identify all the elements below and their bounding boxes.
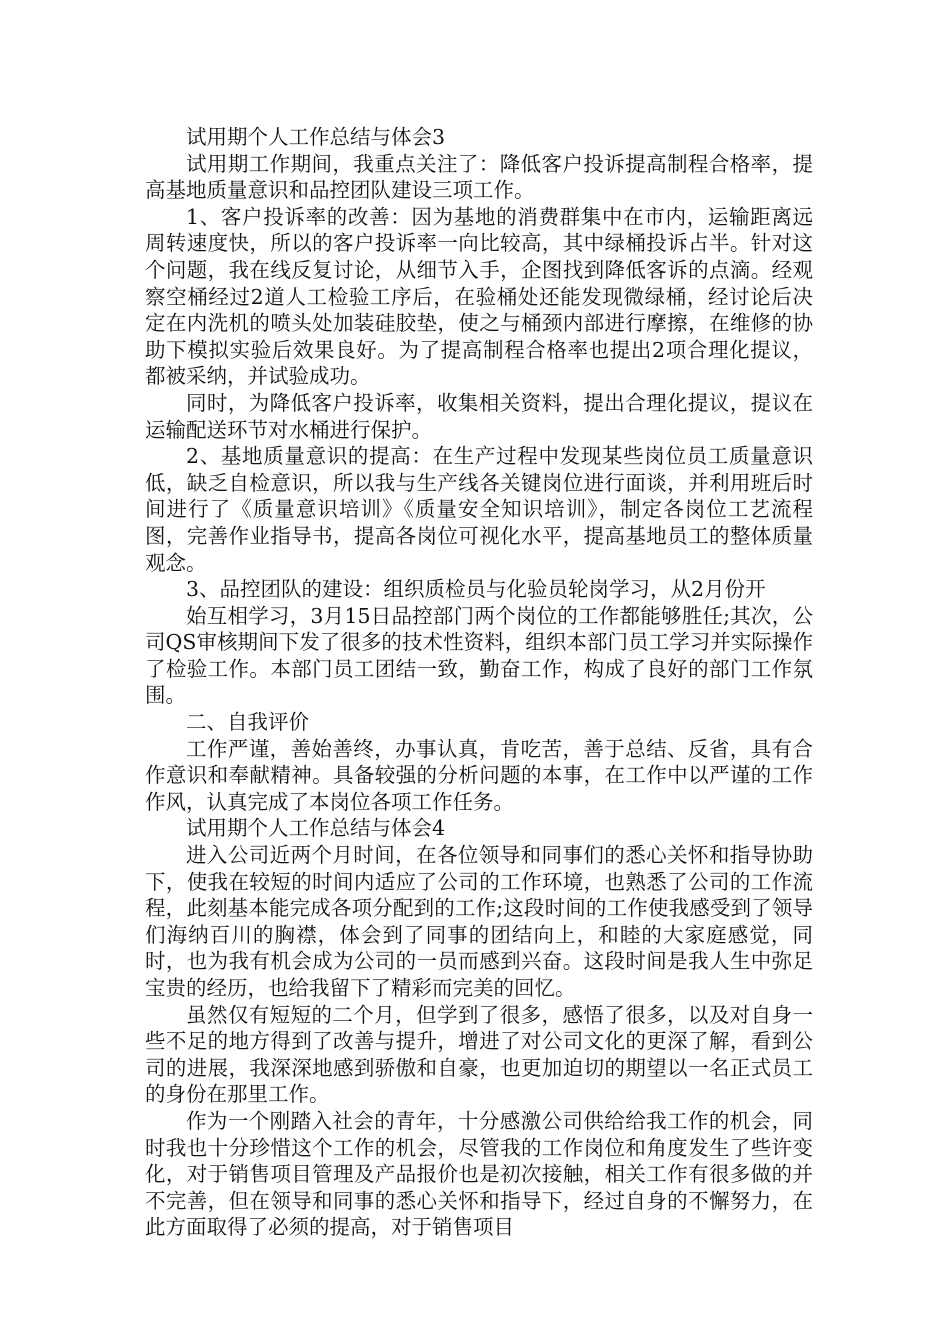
paragraph: 1、客户投诉率的改善：因为基地的消费群集中在市内，运输距离远周转速度快，所以的客户投诉率一向比较高，其中绿桶投诉占半。针对这个问题，我在线反复讨论，从细节入手，企图找到降低客诉的点滴。经观察空桶经过2道人工检验工序后，在验桶处还能发现微绿桶，经讨论后决定在内洗机的喷头处加装硅胶垫，使之与桶颈内部进行摩擦，在维修的协助下模拟实验后效果良好。为了提高制程合格率也提出2项合理化提议，都被采纳，并试验成功。 <box>145 204 813 389</box>
section-title: 试用期个人工作总结与体会3 <box>186 125 446 149</box>
paragraph: 作为一个刚踏入社会的青年，十分感激公司供给给我工作的机会，同时我也十分珍惜这个工作的机会，尽管我的工作岗位和角度发生了些许变化，对于销售项目管理及产品报价也是初次接触，相关工作有很多做的并不完善，但在领导和同事的悉心关怀和指导下，经过自身的不懈努力，在此方面取得了必须的提高，对于销售项目 <box>145 1108 813 1240</box>
document-page <box>145 124 813 1241</box>
section-title: 试用期个人工作总结与体会4 <box>186 816 446 841</box>
paragraph: 进入公司近两个月时间，在各位领导和同事们的悉心关怀和指导协助下，使我在较短的时间内适应了公司的工作环境，也熟悉了公司的工作流程，此刻基本能完成各项分配到的工作;这段时间的工作使我感受到了领导们海纳百川的胸襟，体会到了同事的团结向上，和睦的大家庭感觉，同时，也为我有机会成为公司的一员而感到兴奋。这段时间是我人生中弥足宝贵的经历，也给我留下了精彩而完美的回忆。 <box>145 843 813 1000</box>
paragraph: 始互相学习，3月15日品控部门两个岗位的工作都能够胜任;其次，公司QS审核期间下发了很多的技术性资料，组织本部门员工学习并实际操作了检验工作。本部门员工团结一致，勤奋工作，构成了良好的部门工作氛围。 <box>145 603 813 708</box>
paragraph: 3、品控团队的建设：组织质检员与化验员轮岗学习，从2月份开 <box>186 577 766 602</box>
paragraph: 2、基地质量意识的提高：在生产过程中发现某些岗位员工质量意识低，缺乏自检意识，所以我与生产线各关键岗位进行面谈，并利用班后时间进行了《质量意识培训》《质量安全知识培训》，制定各岗位工艺流程图，完善作业指导书，提高各岗位可视化水平，提高基地员工的整体质量观念。 <box>145 444 813 575</box>
section-heading: 二、自我评价 <box>186 710 309 735</box>
paragraph: 同时，为降低客户投诉率，收集相关资料，提出合理化提议，提议在运输配送环节对水桶进行保护。 <box>145 390 813 442</box>
paragraph: 工作严谨，善始善终，办事认真，肯吃苦，善于总结、反省，具有合作意识和奉献精神。具备较强的分析问题的本事，在工作中以严谨的工作作风，认真完成了本岗位各项工作任务。 <box>145 736 813 814</box>
paragraph: 虽然仅有短短的二个月，但学到了很多，感悟了很多，以及对自身一些不足的地方得到了改善与提升，增进了对公司文化的更深了解，看到公司的进展，我深深地感到骄傲和自豪，也更加迫切的期望以一名正式员工的身份在那里工作。 <box>145 1002 813 1107</box>
paragraph: 试用期工作期间，我重点关注了：降低客户投诉提高制程合格率，提高基地质量意识和品控团队建设三项工作。 <box>145 151 813 203</box>
